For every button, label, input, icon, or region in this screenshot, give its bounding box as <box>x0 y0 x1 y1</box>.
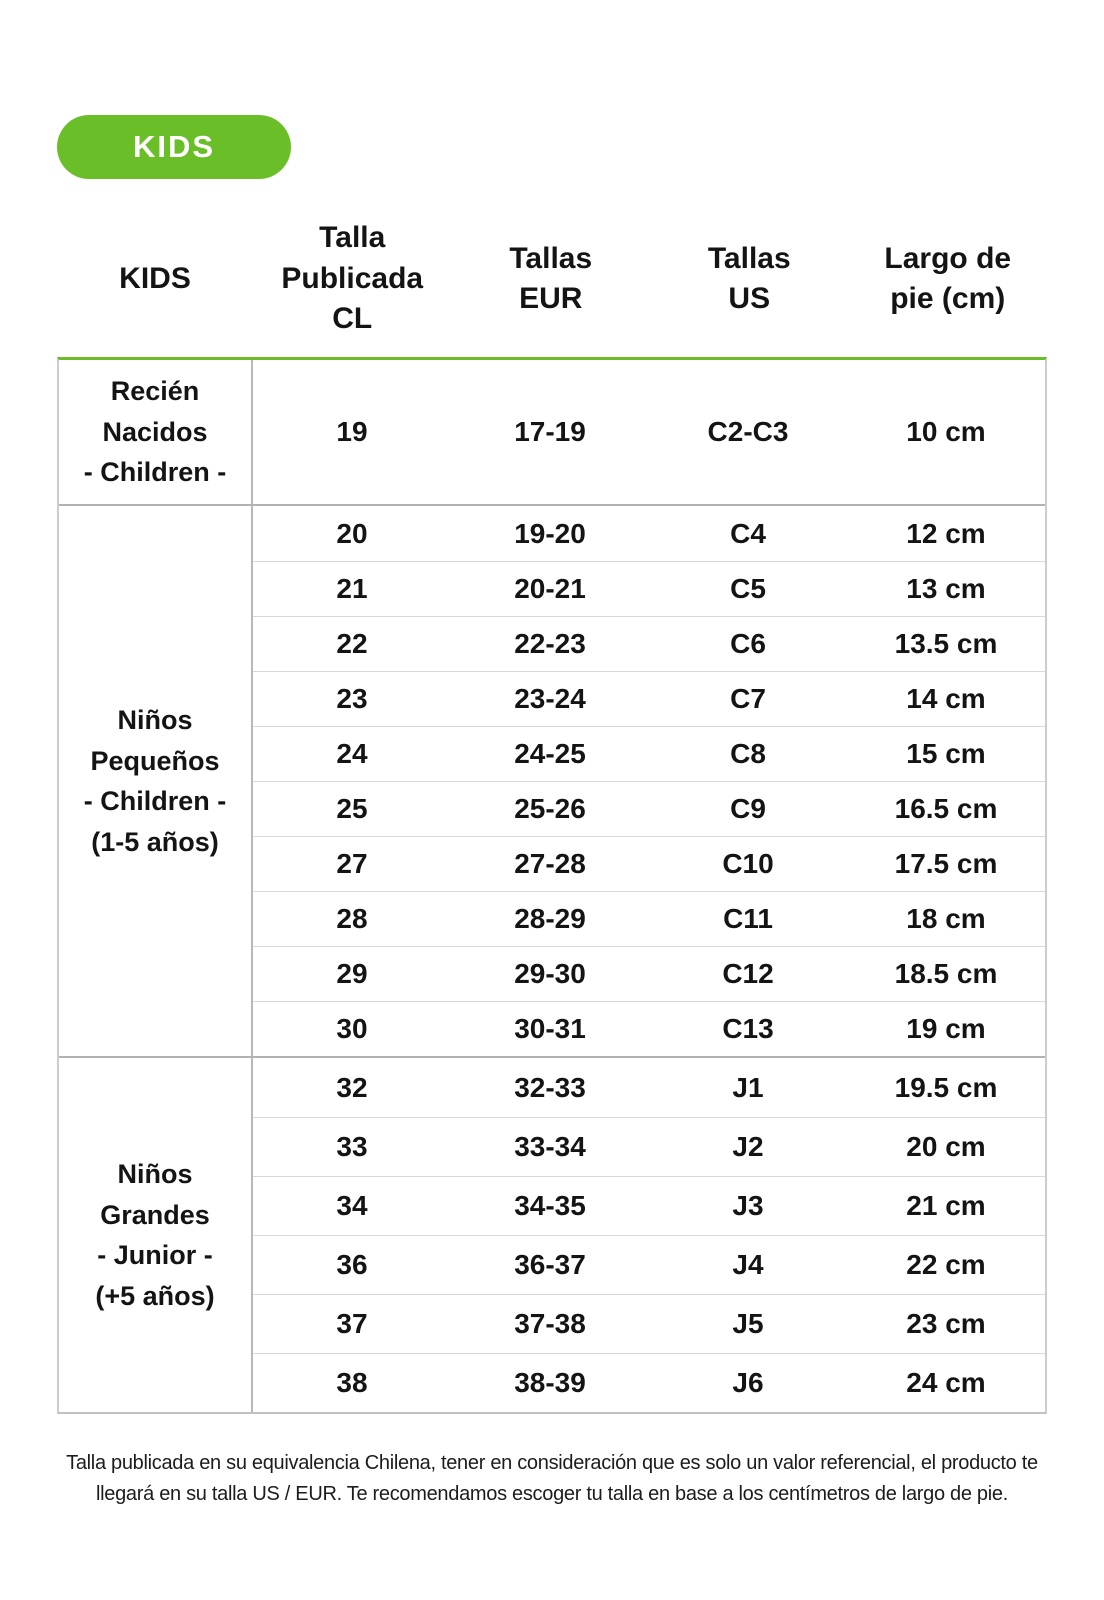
cell-talla-cl: 24 <box>253 726 451 781</box>
kids-badge-label: KIDS <box>132 129 216 164</box>
cell-largo-pie: 15 cm <box>847 726 1045 781</box>
cell-talla-cl: 37 <box>253 1294 451 1353</box>
cell-tallas-eur: 22-23 <box>451 616 649 671</box>
cell-largo-pie: 21 cm <box>847 1176 1045 1235</box>
cell-largo-pie: 16.5 cm <box>847 781 1045 836</box>
cell-talla-cl: 38 <box>253 1353 451 1412</box>
header-kids: KIDS <box>119 261 191 295</box>
cell-tallas-eur: 27-28 <box>451 836 649 891</box>
header-largo-de-pie: Largo de pie (cm) <box>884 241 1012 315</box>
cell-talla-cl: 22 <box>253 616 451 671</box>
cell-tallas-us: J6 <box>649 1353 847 1412</box>
cell-tallas-us: C5 <box>649 561 847 616</box>
header-tallas-us: Tallas US <box>707 241 791 315</box>
cell-largo-pie: 18 cm <box>847 891 1045 946</box>
cell-tallas-us: C8 <box>649 726 847 781</box>
header-tallas-eur: Tallas EUR <box>509 241 593 315</box>
group-label-ninos-grandes: Niños Grandes - Junior - (+5 años) <box>59 1058 253 1412</box>
cell-tallas-eur: 30-31 <box>451 1001 649 1056</box>
cell-tallas-us: C9 <box>649 781 847 836</box>
cell-tallas-eur: 20-21 <box>451 561 649 616</box>
cell-tallas-us: C6 <box>649 616 847 671</box>
cell-tallas-eur: 28-29 <box>451 891 649 946</box>
group-label-recien-nacidos: Recién Nacidos - Children - <box>59 360 253 504</box>
cell-tallas-us: C12 <box>649 946 847 1001</box>
cell-tallas-us: C7 <box>649 671 847 726</box>
cell-tallas-eur: 33-34 <box>451 1117 649 1176</box>
footnote: Talla publicada en su equivalencia Chilena, tener en consideración que es solo un valor referencial, el producto te llegará en su talla US / EUR. Te recomendamos escoger tu talla en base a los centímetros de largo de pie. <box>66 1452 1038 1505</box>
cell-talla-cl: 25 <box>253 781 451 836</box>
cell-talla-cl: 29 <box>253 946 451 1001</box>
group-label-ninos-pequenos: Niños Pequeños - Children - (1-5 años) <box>59 506 253 1056</box>
cell-largo-pie: 23 cm <box>847 1294 1045 1353</box>
cell-largo-pie: 19 cm <box>847 1001 1045 1056</box>
cell-talla-cl: 27 <box>253 836 451 891</box>
cell-tallas-eur: 24-25 <box>451 726 649 781</box>
cell-tallas-eur: 34-35 <box>451 1176 649 1235</box>
cell-tallas-eur: 29-30 <box>451 946 649 1001</box>
cell-tallas-us: C11 <box>649 891 847 946</box>
table-body <box>57 357 1047 1414</box>
cell-tallas-us: J3 <box>649 1176 847 1235</box>
cell-largo-pie: 10 cm <box>906 416 986 447</box>
cell-tallas-eur: 17-19 <box>514 416 586 447</box>
cell-talla-cl: 19 <box>336 416 368 447</box>
cell-largo-pie: 17.5 cm <box>847 836 1045 891</box>
size-chart-table <box>57 207 1047 1414</box>
cell-tallas-us: C4 <box>730 517 766 549</box>
cell-talla-cl: 28 <box>253 891 451 946</box>
cell-tallas-eur: 38-39 <box>451 1353 649 1412</box>
cell-tallas-us: J5 <box>649 1294 847 1353</box>
cell-tallas-us: C13 <box>649 1001 847 1056</box>
cell-largo-pie: 13.5 cm <box>847 616 1045 671</box>
cell-largo-pie: 19.5 cm <box>894 1071 998 1103</box>
cell-tallas-us: C2-C3 <box>707 416 789 447</box>
cell-tallas-us: J1 <box>732 1071 764 1103</box>
cell-largo-pie: 22 cm <box>847 1235 1045 1294</box>
cell-largo-pie: 13 cm <box>847 561 1045 616</box>
cell-largo-pie: 14 cm <box>847 671 1045 726</box>
group-recien-nacidos <box>59 360 1045 504</box>
cell-tallas-eur: 23-24 <box>451 671 649 726</box>
cell-tallas-eur: 25-26 <box>451 781 649 836</box>
cell-tallas-us: C10 <box>649 836 847 891</box>
cell-tallas-eur: 37-38 <box>451 1294 649 1353</box>
cell-talla-cl: 21 <box>253 561 451 616</box>
cell-talla-cl: 33 <box>253 1117 451 1176</box>
group-ninos-pequenos <box>59 504 1045 1056</box>
cell-largo-pie: 12 cm <box>906 517 986 549</box>
cell-tallas-eur: 36-37 <box>451 1235 649 1294</box>
table-header-row <box>57 207 1047 357</box>
header-talla-publicada-cl: Talla Publicada CL <box>281 221 424 336</box>
cell-tallas-us: J4 <box>649 1235 847 1294</box>
cell-tallas-eur: 19-20 <box>514 517 586 549</box>
kids-badge <box>57 115 291 179</box>
cell-largo-pie: 24 cm <box>847 1353 1045 1412</box>
group-ninos-grandes <box>59 1056 1045 1412</box>
cell-tallas-eur: 32-33 <box>514 1071 586 1103</box>
cell-talla-cl: 32 <box>336 1071 368 1103</box>
cell-largo-pie: 18.5 cm <box>847 946 1045 1001</box>
cell-talla-cl: 30 <box>253 1001 451 1056</box>
cell-largo-pie: 20 cm <box>847 1117 1045 1176</box>
cell-talla-cl: 36 <box>253 1235 451 1294</box>
cell-talla-cl: 23 <box>253 671 451 726</box>
cell-talla-cl: 20 <box>336 517 368 549</box>
cell-talla-cl: 34 <box>253 1176 451 1235</box>
cell-tallas-us: J2 <box>649 1117 847 1176</box>
